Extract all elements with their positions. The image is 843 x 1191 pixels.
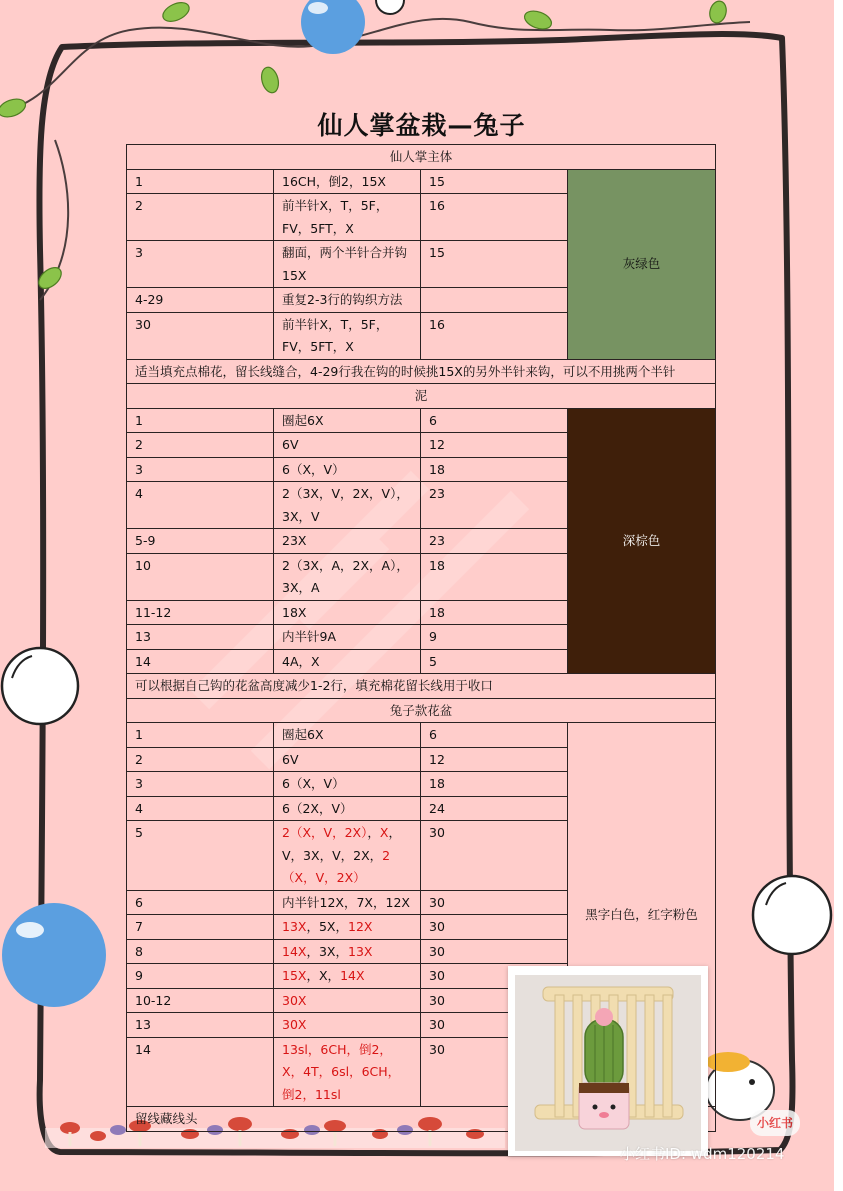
row-number: 6 bbox=[127, 890, 274, 915]
watermark-text: 小红书ID: wdm120214 bbox=[620, 1145, 785, 1163]
row-number: 13 bbox=[127, 625, 274, 650]
pink-yarn-text: X bbox=[379, 825, 389, 840]
yarn-color-cell: 灰绿色 bbox=[568, 169, 716, 359]
row-number: 1 bbox=[127, 723, 274, 748]
stitch-instructions bbox=[274, 939, 421, 964]
stitch-count: 15 bbox=[421, 241, 568, 288]
row-number: 9 bbox=[127, 964, 274, 989]
row-number: 1 bbox=[127, 169, 274, 194]
stitch-instructions: 6V bbox=[274, 433, 421, 458]
white-yarn-text: ，5X， bbox=[306, 919, 349, 934]
stitch-instructions bbox=[274, 1013, 421, 1038]
section-note: 适当填充点棉花，留长线缝合，4-29行我在钩的时候挑15X的另外半针来钩，可以不用挑两个半针 bbox=[127, 359, 716, 384]
stitch-count: 12 bbox=[421, 433, 568, 458]
stitch-count: 30 bbox=[421, 1037, 568, 1107]
stitch-instructions bbox=[274, 915, 421, 940]
app-badge: 小红书 bbox=[750, 1110, 800, 1136]
row-number: 2 bbox=[127, 433, 274, 458]
row-number: 14 bbox=[127, 1037, 274, 1107]
stitch-instructions: 2（3X，A，2X，A），3X，A bbox=[274, 553, 421, 600]
row-number: 3 bbox=[127, 457, 274, 482]
row-number: 2 bbox=[127, 747, 274, 772]
stitch-count: 18 bbox=[421, 772, 568, 797]
stitch-instructions bbox=[274, 821, 421, 891]
pink-yarn-text: 13sl，6CH，倒2，X，4T，6sl，6CH，倒2，11sl bbox=[282, 1041, 401, 1102]
row-number: 14 bbox=[127, 649, 274, 674]
section-header-row bbox=[127, 145, 716, 170]
pink-yarn-text: 13X bbox=[282, 919, 307, 934]
stitch-instructions: 内半针9A bbox=[274, 625, 421, 650]
row-number: 3 bbox=[127, 241, 274, 288]
pink-yarn-text: 14X bbox=[340, 968, 365, 983]
white-yarn-text: ， bbox=[367, 825, 380, 840]
stitch-instructions: 4A，X bbox=[274, 649, 421, 674]
stitch-count: 30 bbox=[421, 964, 568, 989]
stitch-count: 23 bbox=[421, 529, 568, 554]
stitch-instructions: 前半针X，T，5F，FV，5FT，X bbox=[274, 312, 421, 359]
stitch-count: 16 bbox=[421, 194, 568, 241]
stitch-instructions: 6（2X，V） bbox=[274, 796, 421, 821]
pink-yarn-text: 13X bbox=[348, 943, 373, 959]
row-number: 2 bbox=[127, 194, 274, 241]
stitch-count: 24 bbox=[421, 796, 568, 821]
stitch-count: 30 bbox=[421, 939, 568, 964]
pink-yarn-text: 12X bbox=[348, 919, 373, 934]
stitch-instructions: 翻面，两个半针合并钩15X bbox=[274, 241, 421, 288]
stitch-count: 9 bbox=[421, 625, 568, 650]
yarn-color-cell: 黑字白色，红字粉色 bbox=[568, 723, 716, 1107]
row-number: 4-29 bbox=[127, 288, 274, 313]
section-title: 兔子款花盆 bbox=[127, 698, 716, 723]
white-yarn-text: ，3X， bbox=[306, 943, 349, 959]
stitch-count: 30 bbox=[421, 890, 568, 915]
row-number: 4 bbox=[127, 796, 274, 821]
stitch-instructions bbox=[274, 1037, 421, 1107]
pink-yarn-text: 2（X，V，2X） bbox=[282, 825, 368, 840]
stitch-count: 5 bbox=[421, 649, 568, 674]
stitch-instructions: 16CH，倒2，15X bbox=[274, 169, 421, 194]
white-yarn-text: ，X， bbox=[306, 968, 341, 983]
stitch-count: 23 bbox=[421, 482, 568, 529]
stitch-count: 18 bbox=[421, 600, 568, 625]
stitch-count: 6 bbox=[421, 723, 568, 748]
table-row bbox=[127, 169, 716, 194]
pink-yarn-text: 30X bbox=[282, 992, 307, 1008]
product-photo bbox=[508, 966, 708, 1156]
stitch-instructions: 内半针12X，7X，12X bbox=[274, 890, 421, 915]
section-note: 留线藏线头 bbox=[127, 1107, 716, 1132]
stitch-count: 6 bbox=[421, 408, 568, 433]
stitch-count: 30 bbox=[421, 1013, 568, 1038]
pink-yarn-text: 15X bbox=[282, 968, 307, 983]
pink-yarn-text: 14X bbox=[282, 943, 307, 959]
stitch-instructions: 23X bbox=[274, 529, 421, 554]
stitch-instructions: 重复2-3行的钩织方法 bbox=[274, 288, 421, 313]
stitch-count: 18 bbox=[421, 457, 568, 482]
table-row bbox=[127, 723, 716, 748]
yarn-color-cell: 深棕色 bbox=[568, 408, 716, 674]
cactus-pot-image bbox=[515, 975, 701, 1151]
stitch-instructions: 6V bbox=[274, 747, 421, 772]
row-number: 3 bbox=[127, 772, 274, 797]
section-title: 仙人掌主体 bbox=[127, 145, 716, 170]
stitch-count: 30 bbox=[421, 915, 568, 940]
stitch-count: 12 bbox=[421, 747, 568, 772]
stitch-instructions: 2（3X，V，2X，V），3X，V bbox=[274, 482, 421, 529]
stitch-instructions: 圈起6X bbox=[274, 408, 421, 433]
stitch-instructions: 6（X，V） bbox=[274, 772, 421, 797]
row-number: 5-9 bbox=[127, 529, 274, 554]
stitch-instructions: 圈起6X bbox=[274, 723, 421, 748]
page-title: 仙人掌盆栽—兔子 bbox=[317, 111, 526, 140]
stitch-instructions bbox=[274, 964, 421, 989]
stitch-instructions bbox=[274, 988, 421, 1013]
stitch-count: 30 bbox=[421, 988, 568, 1013]
white-yarn-text: ，V，3X，V，2X， bbox=[282, 825, 401, 863]
stitch-count: 18 bbox=[421, 553, 568, 600]
row-number: 11-12 bbox=[127, 600, 274, 625]
stitch-instructions: 6（X，V） bbox=[274, 457, 421, 482]
row-number: 4 bbox=[127, 482, 274, 529]
row-number: 7 bbox=[127, 915, 274, 940]
section-note: 可以根据自己钩的花盆高度减少1-2行，填充棉花留长线用于收口 bbox=[127, 674, 716, 699]
row-number: 30 bbox=[127, 312, 274, 359]
row-number: 10 bbox=[127, 553, 274, 600]
table-row bbox=[127, 408, 716, 433]
stitch-count: 15 bbox=[421, 169, 568, 194]
stitch-count: 30 bbox=[421, 821, 568, 891]
stitch-count bbox=[421, 288, 568, 313]
row-number: 1 bbox=[127, 408, 274, 433]
row-number: 5 bbox=[127, 821, 274, 891]
pink-yarn-text: 30X bbox=[282, 1017, 307, 1032]
row-number: 13 bbox=[127, 1013, 274, 1038]
stitch-count: 16 bbox=[421, 312, 568, 359]
row-number: 8 bbox=[127, 939, 274, 964]
stitch-instructions: 18X bbox=[274, 600, 421, 625]
section-title: 泥 bbox=[127, 384, 716, 409]
row-number: 10-12 bbox=[127, 988, 274, 1013]
stitch-instructions: 前半针X，T，5F，FV，5FT，X bbox=[274, 194, 421, 241]
section-note-row bbox=[127, 674, 716, 699]
section-note-row bbox=[127, 359, 716, 384]
section-header-row bbox=[127, 384, 716, 409]
pink-yarn-text: 2（X，V，2X） bbox=[282, 847, 391, 885]
section-header-row bbox=[127, 698, 716, 723]
